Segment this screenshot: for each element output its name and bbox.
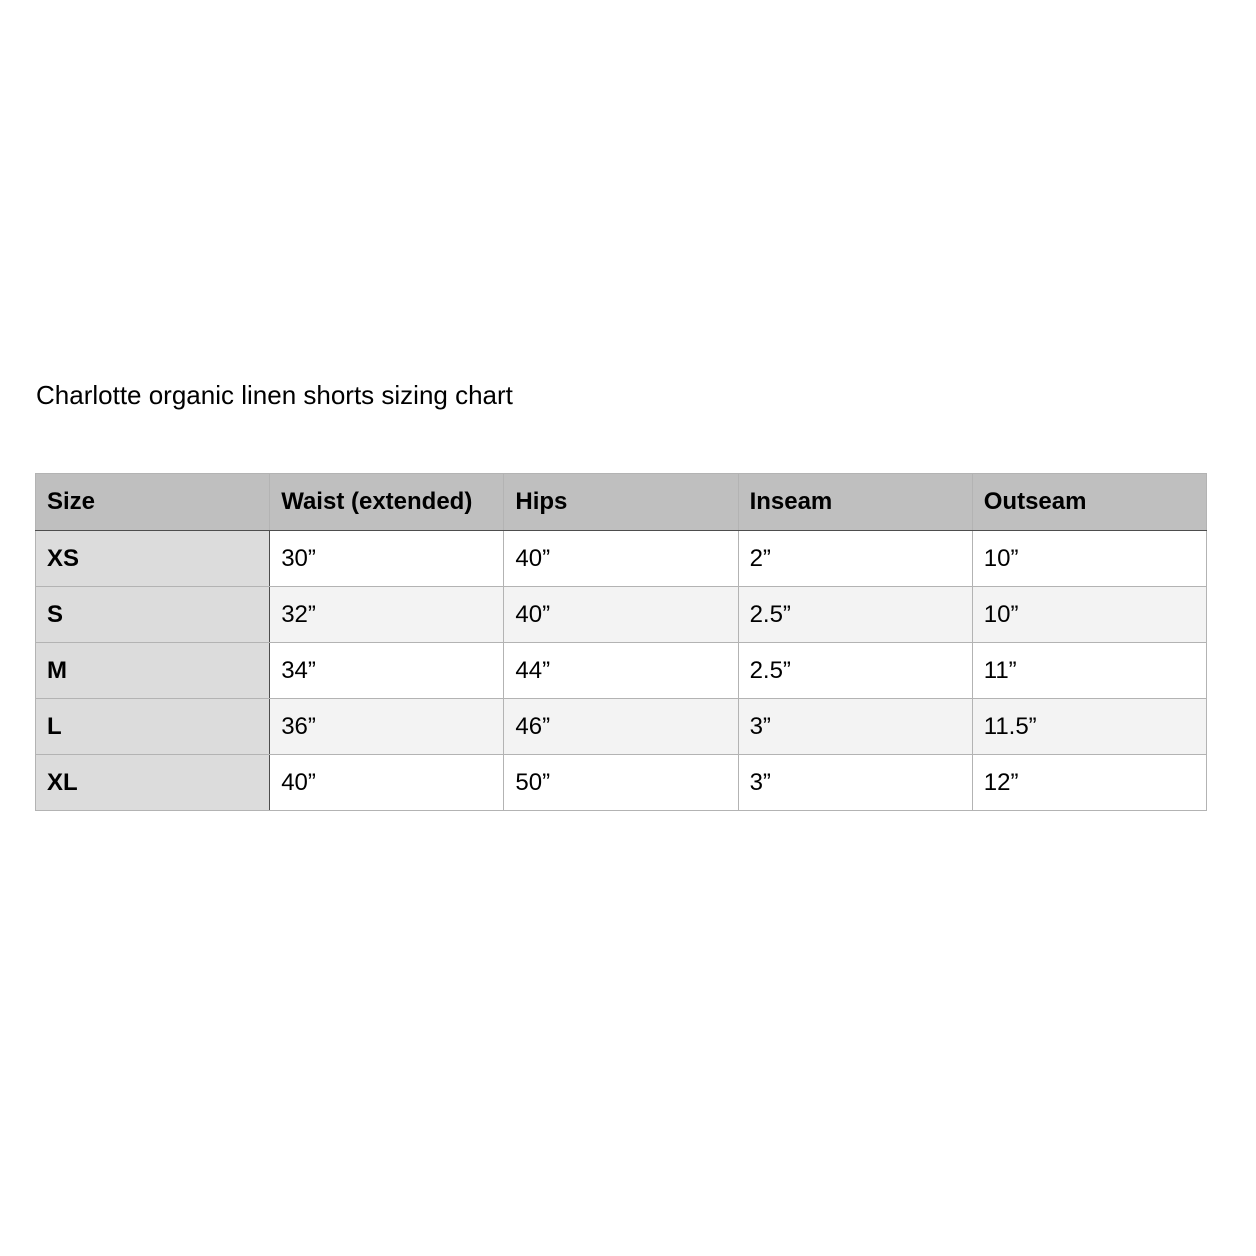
table-row [36, 699, 1207, 755]
hips-cell: 40” [504, 531, 738, 587]
waist-cell: 30” [270, 531, 504, 587]
outseam-cell: 11” [972, 643, 1206, 699]
column-header-waist: Waist (extended) [270, 474, 504, 531]
hips-cell: 40” [504, 587, 738, 643]
column-header-hips: Hips [504, 474, 738, 531]
page-title: Charlotte organic linen shorts sizing chart [36, 380, 513, 410]
inseam-cell: 2.5” [738, 587, 972, 643]
table-row [36, 755, 1207, 811]
table-row [36, 587, 1207, 643]
hips-cell: 44” [504, 643, 738, 699]
waist-cell: 34” [270, 643, 504, 699]
inseam-cell: 3” [738, 755, 972, 811]
waist-cell: 40” [270, 755, 504, 811]
column-header-size: Size [36, 474, 270, 531]
inseam-cell: 2” [738, 531, 972, 587]
waist-cell: 36” [270, 699, 504, 755]
table-header-row [36, 474, 1207, 531]
size-cell: XL [36, 755, 270, 811]
size-cell: M [36, 643, 270, 699]
outseam-cell: 12” [972, 755, 1206, 811]
size-cell: XS [36, 531, 270, 587]
outseam-cell: 10” [972, 587, 1206, 643]
size-cell: S [36, 587, 270, 643]
column-header-inseam: Inseam [738, 474, 972, 531]
outseam-cell: 10” [972, 531, 1206, 587]
waist-cell: 32” [270, 587, 504, 643]
outseam-cell: 11.5” [972, 699, 1206, 755]
inseam-cell: 3” [738, 699, 972, 755]
table-row [36, 643, 1207, 699]
table-row [36, 531, 1207, 587]
hips-cell: 50” [504, 755, 738, 811]
size-cell: L [36, 699, 270, 755]
inseam-cell: 2.5” [738, 643, 972, 699]
sizing-table [35, 473, 1207, 811]
hips-cell: 46” [504, 699, 738, 755]
column-header-outseam: Outseam [972, 474, 1206, 531]
